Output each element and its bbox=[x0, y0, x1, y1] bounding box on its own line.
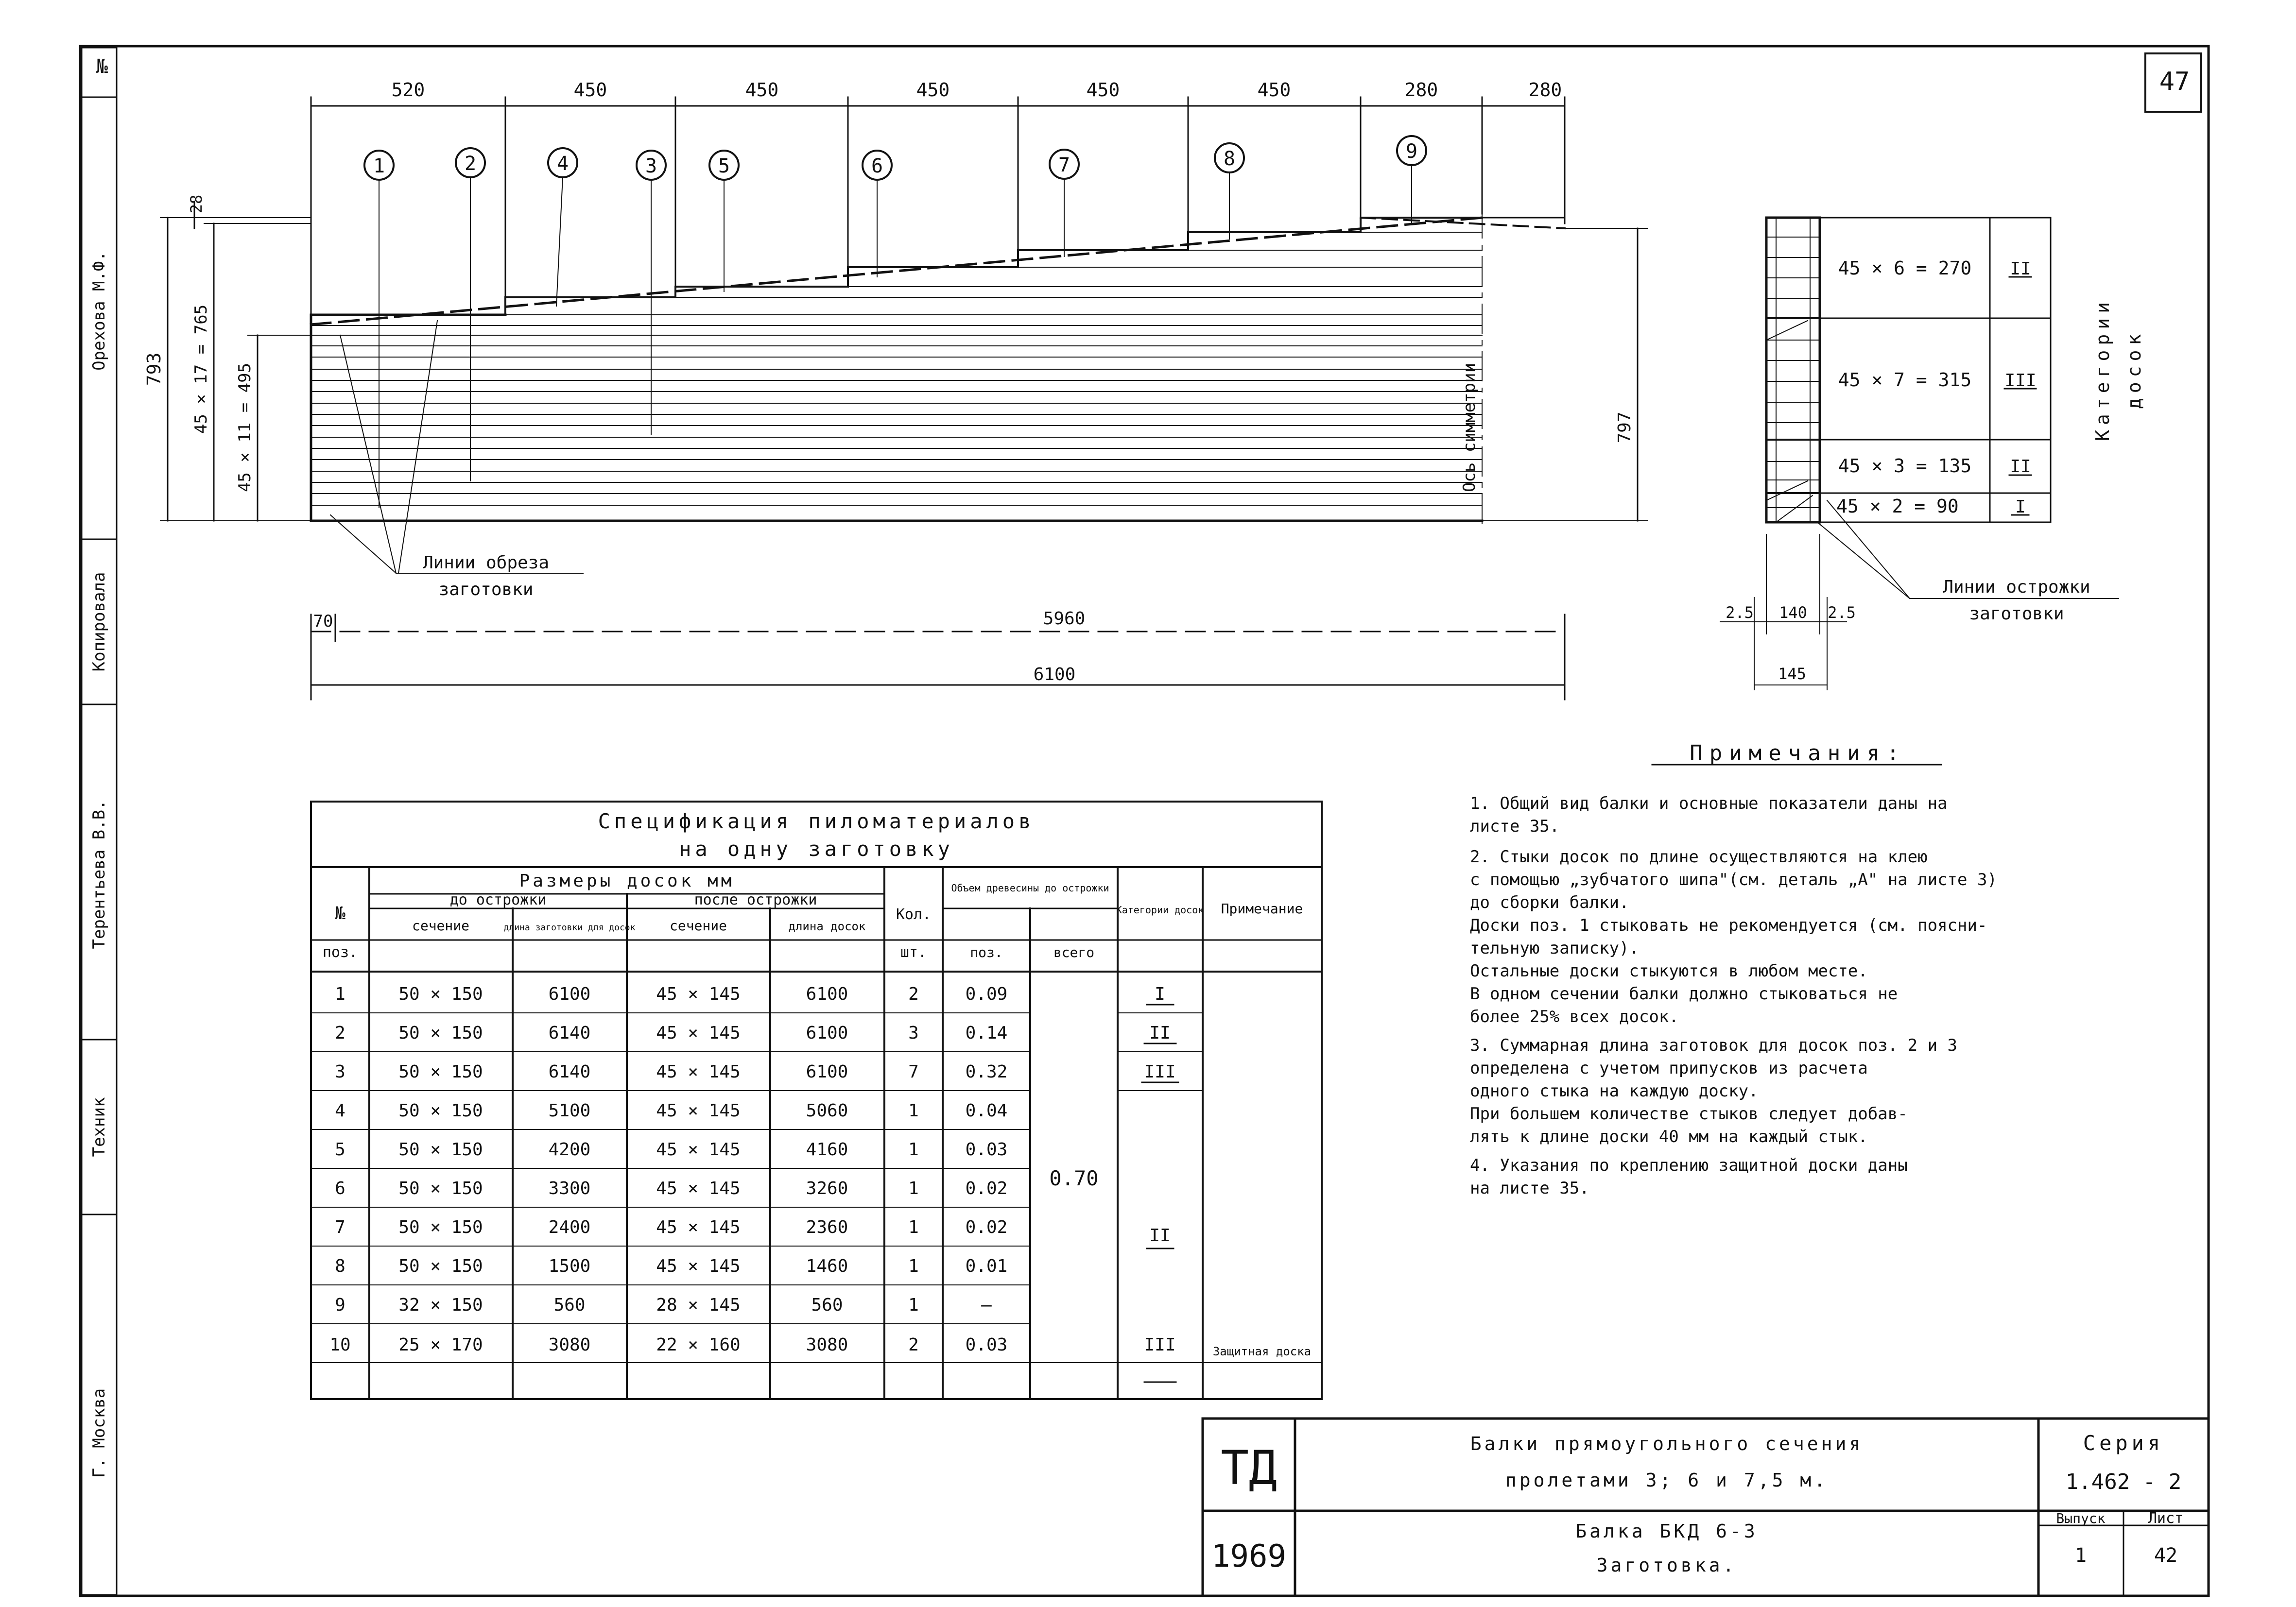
row-blank-length: 4200 bbox=[548, 1140, 591, 1160]
row-volume: 0.03 bbox=[965, 1140, 1008, 1160]
section-dim-total: 145 bbox=[1778, 665, 1806, 683]
row-blank-length: 6140 bbox=[548, 1023, 591, 1043]
spec-row bbox=[329, 1335, 1311, 1358]
stamp-no: № bbox=[96, 55, 108, 78]
dim-797: 797 bbox=[1615, 411, 1635, 444]
spec-h-qty: Кол. bbox=[896, 906, 932, 923]
spec-row bbox=[335, 1140, 1007, 1160]
row-qty: 7 bbox=[908, 1062, 919, 1082]
row-section-before: 50 × 150 bbox=[398, 984, 483, 1004]
section-dim-mid: 140 bbox=[1779, 603, 1807, 622]
spec-h-sizes: Размеры досок мм bbox=[519, 871, 735, 891]
note-line: Доски поз. 1 стыковать не рекомендуется (см. поясни- bbox=[1470, 916, 1987, 935]
row-no: 1 bbox=[335, 984, 345, 1004]
note-line: до сборки балки. bbox=[1470, 893, 1629, 912]
section-cat-3: II bbox=[2010, 457, 2031, 477]
row-no: 5 bbox=[335, 1140, 345, 1160]
spec-row bbox=[335, 1217, 1007, 1237]
note-line: с помощью „зубчатого шипа"(см. деталь „А" на листе 3) bbox=[1470, 870, 1997, 889]
section-layer-2: 45 × 7 = 315 bbox=[1838, 369, 1972, 391]
note-line: 1. Общий вид балки и основные показатели даны на bbox=[1470, 794, 1948, 813]
spec-h-section-1: сечение bbox=[412, 918, 470, 934]
spec-h-category: Категории досок bbox=[1116, 904, 1204, 916]
section-cat-1: II bbox=[2010, 259, 2031, 279]
spec-h-volume: Объем древесины до острожки bbox=[951, 882, 1109, 894]
cut-lines-label-1: Линии обреза bbox=[422, 553, 550, 573]
spec-h-blank-len: длина заготовки для досок bbox=[503, 923, 636, 933]
stamp-name-2: Терентьева В.В. bbox=[89, 800, 109, 949]
note-line: 3. Суммарная длина заготовок для досок поз. 2 и 3 bbox=[1470, 1036, 1958, 1055]
spec-rows bbox=[329, 984, 1311, 1358]
section-layer-4: 45 × 2 = 90 bbox=[1836, 496, 1959, 517]
row-qty: 3 bbox=[908, 1023, 919, 1043]
tb-sheet-label: Лист bbox=[2148, 1510, 2184, 1527]
note-line: определена с учетом припусков из расчета bbox=[1470, 1059, 1868, 1078]
row-no: 3 bbox=[335, 1062, 345, 1082]
pos-label-4: 4 bbox=[556, 153, 569, 175]
row-section-before: 50 × 150 bbox=[398, 1101, 483, 1121]
pos-label-6: 6 bbox=[871, 155, 883, 177]
spec-h-section-2: сечение bbox=[669, 918, 727, 934]
row-blank-length: 6140 bbox=[548, 1062, 591, 1082]
dim-28: 28 bbox=[187, 194, 206, 214]
row-board-length: 6100 bbox=[806, 1062, 848, 1082]
row-section-after: 45 × 145 bbox=[656, 984, 741, 1004]
row-board-length: 3260 bbox=[806, 1179, 848, 1198]
top-dimension-chain bbox=[311, 97, 1565, 316]
pos-label-7: 7 bbox=[1058, 154, 1070, 176]
spec-row bbox=[335, 1295, 992, 1315]
row-section-before: 50 × 150 bbox=[398, 1256, 483, 1276]
section-cat-4: I bbox=[2015, 497, 2026, 517]
pos-label-5: 5 bbox=[718, 155, 730, 177]
pos-label-8: 8 bbox=[1223, 148, 1236, 170]
dim-793: 793 bbox=[143, 352, 165, 386]
tb-series: 1.462 - 2 bbox=[2065, 1470, 2182, 1494]
spec-h-after: после острожки bbox=[694, 891, 817, 908]
note-line: В одном сечении балки должно стыковаться не bbox=[1470, 984, 1898, 1004]
row-no: 6 bbox=[335, 1179, 345, 1198]
note-line: лять к длине доски 40 мм на каждый стык. bbox=[1470, 1127, 1868, 1146]
row-no: 7 bbox=[335, 1217, 345, 1237]
note-line: 4. Указания по креплению защитной доски даны bbox=[1470, 1156, 1908, 1175]
row-section-before: 50 × 150 bbox=[398, 1140, 483, 1160]
row-section-after: 45 × 145 bbox=[656, 1101, 741, 1121]
row-section-after: 22 × 160 bbox=[656, 1335, 741, 1355]
tb-sheet: 42 bbox=[2154, 1544, 2178, 1567]
spec-h-before: до острожки bbox=[449, 891, 547, 908]
pos-label-3: 3 bbox=[645, 155, 657, 177]
note-line: более 25% всех досок. bbox=[1470, 1007, 1679, 1026]
pos-label-1: 1 bbox=[373, 155, 385, 177]
row-blank-length: 3080 bbox=[548, 1335, 591, 1355]
spec-h-board-len: длина досок bbox=[788, 920, 866, 933]
row-volume: 0.02 bbox=[965, 1217, 1008, 1237]
section-dim-right: 2.5 bbox=[1828, 603, 1856, 622]
row-category: III bbox=[1144, 1062, 1176, 1082]
top-dim-6: 450 bbox=[1257, 79, 1291, 101]
row-section-after: 28 × 145 bbox=[656, 1295, 741, 1315]
top-dim-5: 450 bbox=[1086, 79, 1120, 101]
row-section-after: 45 × 145 bbox=[656, 1140, 741, 1160]
row-qty: 1 bbox=[908, 1295, 919, 1315]
row-qty: 2 bbox=[908, 1335, 919, 1355]
top-dim-1: 520 bbox=[391, 79, 425, 101]
dim-6100: 6100 bbox=[1033, 665, 1076, 684]
dim-70: 70 bbox=[313, 612, 333, 631]
spec-row bbox=[335, 1179, 1007, 1198]
tb-subtitle-2: Заготовка. bbox=[1596, 1555, 1737, 1576]
section-layer-1: 45 × 6 = 270 bbox=[1838, 257, 1972, 279]
dim-495: 45 × 11 = 495 bbox=[235, 362, 255, 493]
row-category: II bbox=[1149, 1023, 1171, 1043]
top-dim-2: 450 bbox=[573, 79, 607, 101]
dim-5960: 5960 bbox=[1043, 609, 1086, 629]
tb-series-label: Серия bbox=[2083, 1431, 2164, 1455]
spec-h-pos: поз. bbox=[322, 944, 358, 961]
tb-subtitle-1: Балка БКД 6-3 bbox=[1575, 1521, 1758, 1542]
bottom-dimensions bbox=[311, 615, 1565, 700]
planing-label-2: заготовки bbox=[1969, 604, 2064, 624]
row-category: I bbox=[1155, 984, 1165, 1004]
note-line: При большем количестве стыков следует добав- bbox=[1470, 1104, 1908, 1124]
row-category: III bbox=[1144, 1335, 1176, 1355]
spec-h-no: № bbox=[335, 904, 345, 923]
row-no: 9 bbox=[335, 1295, 345, 1315]
row-volume: 0.03 bbox=[965, 1335, 1008, 1355]
row-section-before: 50 × 150 bbox=[398, 1062, 483, 1082]
row-qty: 1 bbox=[908, 1256, 919, 1276]
note-line: на листе 35. bbox=[1470, 1179, 1589, 1198]
row-section-before: 50 × 150 bbox=[398, 1023, 483, 1043]
dim-765: 45 × 17 = 765 bbox=[191, 304, 211, 434]
stamp-role-tech: Техник bbox=[89, 1097, 109, 1157]
row-board-length: 5060 bbox=[806, 1101, 848, 1121]
spec-h-pcs: шт. bbox=[900, 944, 927, 961]
row-section-before: 25 × 170 bbox=[398, 1335, 483, 1355]
row-no: 4 bbox=[335, 1101, 345, 1121]
beam-elevation bbox=[311, 209, 1565, 530]
row-blank-length: 6100 bbox=[548, 984, 591, 1004]
row-qty: 1 bbox=[908, 1101, 919, 1121]
section-cat-2: III bbox=[2004, 371, 2037, 391]
note-line: одного стыка на каждую доску. bbox=[1470, 1081, 1759, 1101]
row-section-before: 50 × 150 bbox=[398, 1217, 483, 1237]
pos-label-9: 9 bbox=[1405, 140, 1418, 163]
top-dim-4: 450 bbox=[916, 79, 950, 101]
row-section-after: 45 × 145 bbox=[656, 1217, 741, 1237]
row-note: Защитная доска bbox=[1212, 1345, 1312, 1358]
row-board-length: 6100 bbox=[806, 984, 848, 1004]
category-label-2: досок bbox=[2123, 329, 2145, 410]
left-dimensions bbox=[160, 202, 1647, 521]
row-volume: 0.14 bbox=[965, 1023, 1008, 1043]
total-volume: 0.70 bbox=[1049, 1166, 1099, 1190]
row-section-after: 45 × 145 bbox=[656, 1256, 741, 1276]
row-blank-length: 2400 bbox=[548, 1217, 591, 1237]
stamp-role-copied: Копировала bbox=[89, 572, 109, 672]
top-dim-3: 450 bbox=[745, 79, 779, 101]
row-volume: — bbox=[981, 1295, 992, 1315]
spec-title-1: Спецификация пиломатериалов bbox=[598, 809, 1035, 833]
tb-issue: 1 bbox=[2074, 1544, 2087, 1567]
section-layer-3: 45 × 3 = 135 bbox=[1838, 455, 1972, 477]
note-line: Остальные доски стыкуются в любом месте. bbox=[1470, 961, 1868, 981]
tb-title-2: пролетами 3; 6 и 7,5 м. bbox=[1505, 1470, 1829, 1491]
tb-issue-label: Выпуск bbox=[2056, 1510, 2106, 1526]
row-no: 2 bbox=[335, 1023, 345, 1043]
spec-row bbox=[335, 1023, 1171, 1043]
cut-lines-label-2: заготовки bbox=[438, 580, 534, 599]
row-qty: 1 bbox=[908, 1140, 919, 1160]
row-section-after: 45 × 145 bbox=[656, 1062, 741, 1082]
tb-td-logo: ТД bbox=[1221, 1441, 1277, 1495]
row-volume: 0.02 bbox=[965, 1179, 1008, 1198]
row-qty: 2 bbox=[908, 984, 919, 1004]
row-section-before: 32 × 150 bbox=[398, 1295, 483, 1315]
row-board-length: 1460 bbox=[806, 1256, 848, 1276]
row-blank-length: 1500 bbox=[548, 1256, 591, 1276]
symmetry-axis-label: Ось симметрии bbox=[1460, 362, 1479, 493]
notes-title: Примечания: bbox=[1690, 741, 1906, 766]
spec-h-vol-pos: поз. bbox=[970, 944, 1003, 960]
planing-label-1: Линии острожки bbox=[1943, 577, 2090, 597]
row-board-length: 6100 bbox=[806, 1023, 848, 1043]
row-qty: 1 bbox=[908, 1217, 919, 1237]
row-blank-length: 560 bbox=[553, 1295, 586, 1315]
row-volume: 0.09 bbox=[965, 984, 1008, 1004]
row-volume: 0.32 bbox=[965, 1062, 1008, 1082]
spec-title-2: на одну заготовку bbox=[679, 837, 954, 861]
row-section-before: 50 × 150 bbox=[398, 1179, 483, 1198]
note-line: 2. Стыки досок по длине осуществляются на клею bbox=[1470, 847, 1928, 867]
row-qty: 1 bbox=[908, 1179, 919, 1198]
stamp-city: Г. Москва bbox=[89, 1388, 109, 1478]
note-line: тельную записку). bbox=[1470, 939, 1639, 958]
tb-year: 1969 bbox=[1211, 1539, 1287, 1574]
row-board-length: 2360 bbox=[806, 1217, 848, 1237]
top-dim-7: 280 bbox=[1404, 79, 1438, 101]
sheet-number: 47 bbox=[2159, 67, 2190, 96]
row-blank-length: 5100 bbox=[548, 1101, 591, 1121]
pos-label-2: 2 bbox=[464, 153, 477, 175]
position-callouts bbox=[364, 136, 1426, 508]
spec-h-note: Примечание bbox=[1221, 901, 1303, 917]
top-dim-8: 280 bbox=[1528, 79, 1562, 101]
row-blank-length: 3300 bbox=[548, 1179, 591, 1198]
spec-row bbox=[335, 1062, 1175, 1082]
row-volume: 0.01 bbox=[965, 1256, 1008, 1276]
row-board-length: 4160 bbox=[806, 1140, 848, 1160]
tb-title-1: Балки прямоугольного сечения bbox=[1470, 1433, 1864, 1454]
row-section-after: 45 × 145 bbox=[656, 1023, 741, 1043]
spec-h-vol-total: всего bbox=[1053, 944, 1095, 960]
row-no: 10 bbox=[329, 1335, 351, 1355]
spec-row bbox=[335, 984, 1165, 1004]
notes-body bbox=[1470, 794, 1997, 1198]
cut-line-leaders bbox=[330, 321, 583, 573]
note-line: листе 35. bbox=[1470, 817, 1560, 836]
row-board-length: 560 bbox=[811, 1295, 843, 1315]
merged-category-cell: II bbox=[1149, 1226, 1171, 1246]
row-board-length: 3080 bbox=[806, 1335, 848, 1355]
row-no: 8 bbox=[335, 1256, 345, 1276]
stamp-name-1: Орехова М.Ф. bbox=[89, 251, 109, 371]
row-volume: 0.04 bbox=[965, 1101, 1008, 1121]
spec-row bbox=[335, 1101, 1007, 1121]
row-section-after: 45 × 145 bbox=[656, 1179, 741, 1198]
category-label-1: Категории bbox=[2092, 297, 2113, 441]
spec-row bbox=[335, 1256, 1007, 1276]
section-dim-left: 2.5 bbox=[1726, 603, 1754, 622]
